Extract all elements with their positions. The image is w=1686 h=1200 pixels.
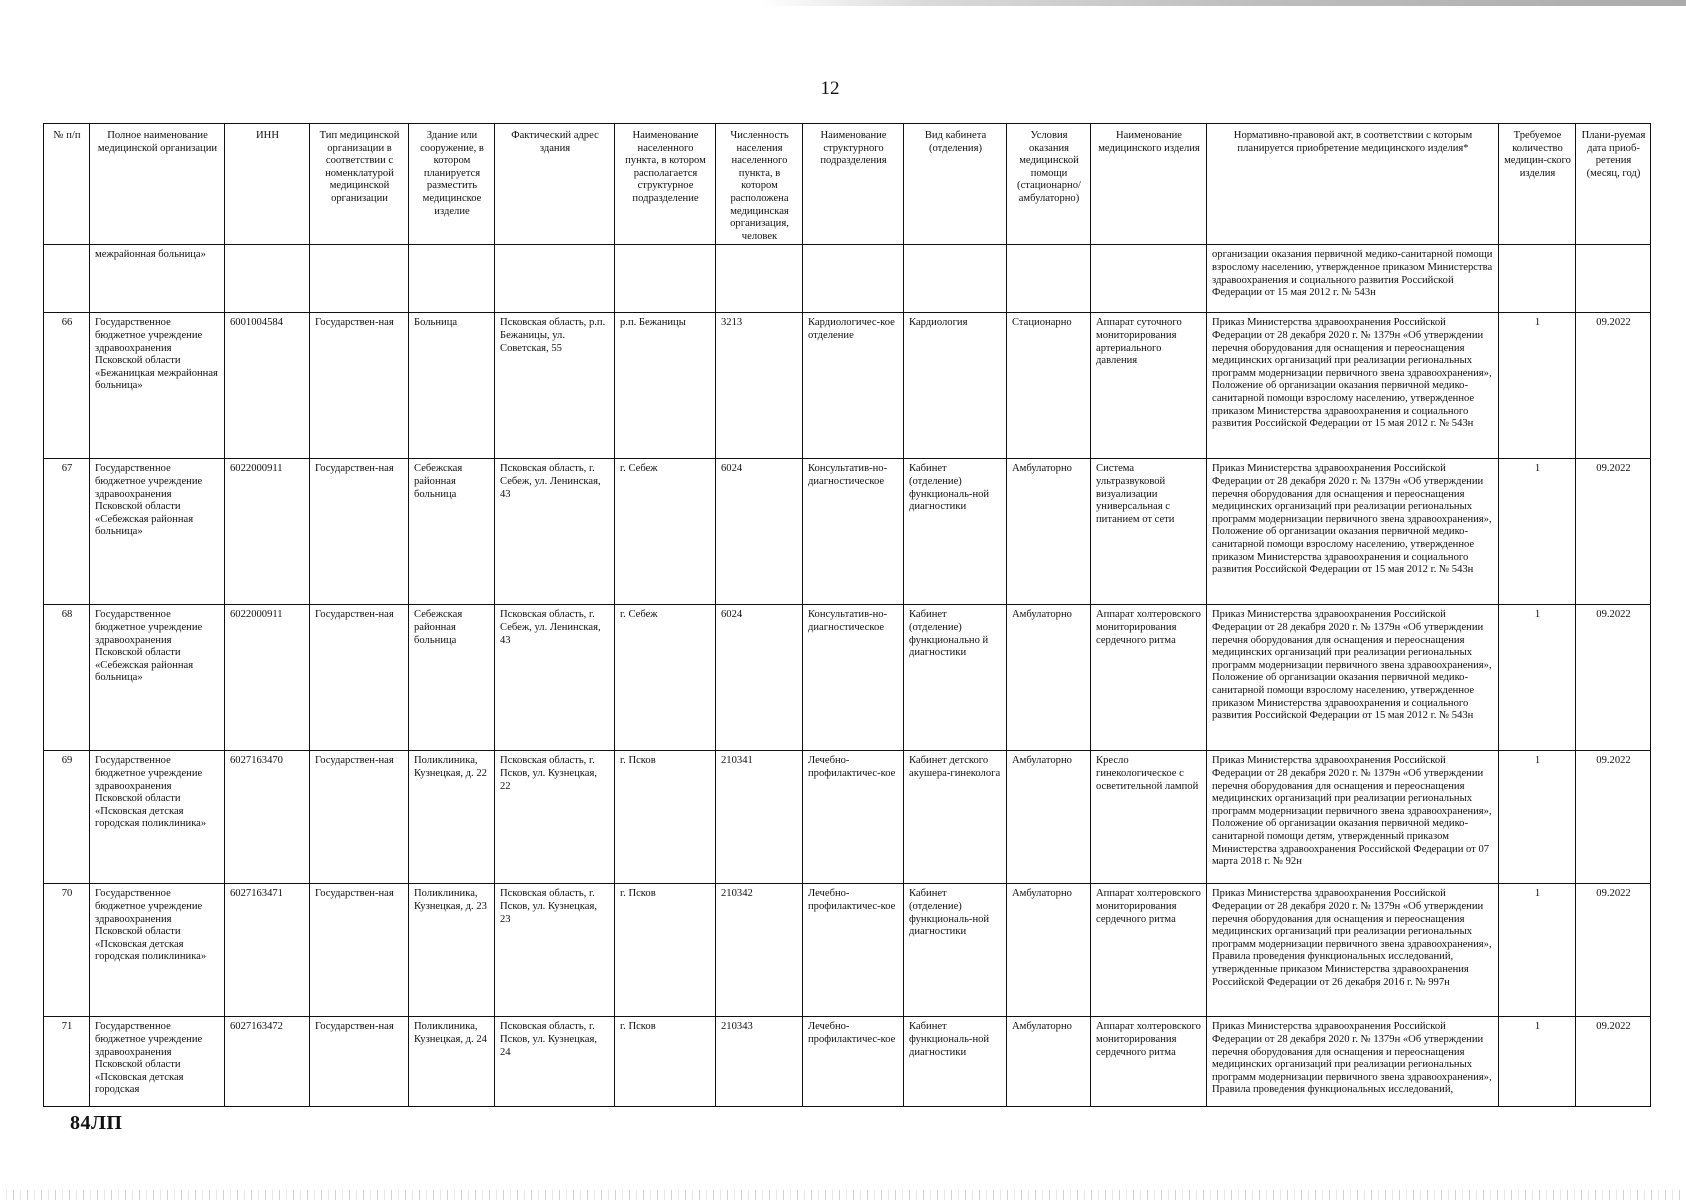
cell-qty: 1: [1499, 751, 1576, 884]
cell-org: Государственное бюджетное учреждение здравоохранения Псковской области «Бежаницкая межрайонная больница»: [90, 313, 225, 459]
table-row: [44, 313, 1651, 459]
cell-qty: 1: [1499, 605, 1576, 751]
cell-population: 210343: [716, 1017, 803, 1107]
cell-conditions: Амбулаторно: [1007, 459, 1091, 605]
cell-unit: Лечебно-профилактичес-кое: [803, 751, 904, 884]
cell-empty: [716, 245, 803, 313]
cell-date: 09.2022: [1576, 1017, 1651, 1107]
cell-type: Государствен-ная: [310, 884, 409, 1017]
header-cell: Тип медицинской организации в соответствии с номенклатурой медицинской организации: [310, 124, 409, 245]
header-cell: Плани-руемая дата приоб-ретения (месяц, год): [1576, 124, 1651, 245]
cell-address: Псковская область, г. Псков, ул. Кузнецкая, 24: [495, 1017, 615, 1107]
cell-building: Поликлиника, Кузнецкая, д. 23: [409, 884, 495, 1017]
cell-device: Кресло гинекологическое с осветительной лампой: [1091, 751, 1207, 884]
cell-unit: Лечебно-профилактичес-кое: [803, 1017, 904, 1107]
cell-building: Поликлиника, Кузнецкая, д. 22: [409, 751, 495, 884]
cell-address: Псковская область, г. Псков, ул. Кузнецкая, 22: [495, 751, 615, 884]
cell-building: Себежская районная больница: [409, 605, 495, 751]
cell-inn: 6027163470: [225, 751, 310, 884]
cell-act: Приказ Министерства здравоохранения Российской Федерации от 28 декабря 2020 г. № 1379н «Об утверждении перечня оборудования для оснащения и переоснащения медицинских организаций при реализации региональных программ модернизации первичного звена здравоохранения», Положение об организации оказания первичной медико-санитарной помощи взрослому населению, утвержденное приказом Министерства здравоохранения и социального развития Российской Федерации от 15 мая 2012 г. № 543н: [1207, 459, 1499, 605]
cell-num: 71: [44, 1017, 90, 1107]
cell-num: 68: [44, 605, 90, 751]
header-cell: Численность населения населенного пункта, в котором расположена медицинская организация, человек: [716, 124, 803, 245]
cell-org: межрайонная больница»: [90, 245, 225, 313]
cell-act: организации оказания первичной медико-санитарной помощи взрослому населению, утвержденное приказом Министерства здравоохранения и социального развития Российской Федерации от 15 мая 2012 г. № 543н: [1207, 245, 1499, 313]
header-cell: ИНН: [225, 124, 310, 245]
cell-population: 3213: [716, 313, 803, 459]
cell-building: Больница: [409, 313, 495, 459]
footer-document-code: 84ЛП: [70, 1112, 123, 1134]
cell-device: Система ультразвуковой визуализации универсальная с питанием от сети: [1091, 459, 1207, 605]
scan-edge-bottom: [0, 1190, 1686, 1200]
cell-num: 69: [44, 751, 90, 884]
cell-num: 67: [44, 459, 90, 605]
cell-num: [44, 245, 90, 313]
cell-act: Приказ Министерства здравоохранения Российской Федерации от 28 декабря 2020 г. № 1379н «Об утверждении перечня оборудования для оснащения и переоснащения медицинских организаций при реализации региональных программ модернизации первичного звена здравоохранения», Положение об организации оказания первичной медико-санитарной помощи взрослому населению, утвержденное приказом Министерства здравоохранения и социального развития Российской Федерации от 15 мая 2012 г. № 543н: [1207, 313, 1499, 459]
equipment-table: [43, 123, 1651, 1107]
header-cell: Наименование медицинского изделия: [1091, 124, 1207, 245]
header-cell: Здание или сооружение, в котором планируется разместить медицинское изделие: [409, 124, 495, 245]
cell-cabinet: Кабинет (отделение) функциональ-ной диагностики: [904, 884, 1007, 1017]
cell-type: Государствен-ная: [310, 605, 409, 751]
cell-act: Приказ Министерства здравоохранения Российской Федерации от 28 декабря 2020 г. № 1379н «Об утверждении перечня оборудования для оснащения и переоснащения медицинских организаций при реализации региональных программ модернизации первичного звена здравоохранения», Положение об организации оказания первичной медико-санитарной помощи взрослому населению, утвержденное приказом Министерства здравоохранения и социального развития Российской Федерации от 15 мая 2012 г. № 543н: [1207, 605, 1499, 751]
cell-type: Государствен-ная: [310, 313, 409, 459]
cell-date: 09.2022: [1576, 751, 1651, 884]
cell-address: Псковская область, г. Себеж, ул. Ленинская, 43: [495, 459, 615, 605]
cell-building: Поликлиника, Кузнецкая, д. 24: [409, 1017, 495, 1107]
table-row: [44, 884, 1651, 1017]
cell-cabinet: Кабинет функциональ-ной диагностики: [904, 1017, 1007, 1107]
cell-act: Приказ Министерства здравоохранения Российской Федерации от 28 декабря 2020 г. № 1379н «Об утверждении перечня оборудования для оснащения и переоснащения медицинских организаций при реализации региональных программ модернизации первичного звена здравоохранения», Положение об организации оказания первичной медико-санитарной помощи детям, утвержденный приказом Министерства здравоохранения Российской Федерации от 07 марта 2018 г. № 92н: [1207, 751, 1499, 884]
cell-conditions: Амбулаторно: [1007, 884, 1091, 1017]
header-cell: № п/п: [44, 124, 90, 245]
cell-locality: р.п. Бежаницы: [615, 313, 716, 459]
cell-locality: г. Себеж: [615, 459, 716, 605]
cell-building: Себежская районная больница: [409, 459, 495, 605]
table-row: [44, 1017, 1651, 1107]
cell-unit: Кардиологичес-кое отделение: [803, 313, 904, 459]
cell-cabinet: Кардиология: [904, 313, 1007, 459]
cell-locality: г. Себеж: [615, 605, 716, 751]
cell-org: Государственное бюджетное учреждение здравоохранения Псковской области «Себежская районная больница»: [90, 459, 225, 605]
table-row: [44, 459, 1651, 605]
cell-type: Государствен-ная: [310, 459, 409, 605]
cell-qty: 1: [1499, 459, 1576, 605]
cell-act: Приказ Министерства здравоохранения Российской Федерации от 28 декабря 2020 г. № 1379н «Об утверждении перечня оборудования для оснащения и переоснащения медицинских организаций при реализации региональных программ модернизации первичного звена здравоохранения», Правила проведения функциональных исследований, утвержденные приказом Министерства здравоохранения Российской Федерации от 26 декабря 2016 г. № 997н: [1207, 884, 1499, 1017]
cell-address: Псковская область, г. Себеж, ул. Ленинская, 43: [495, 605, 615, 751]
cell-address: Псковская область, р.п. Бежаницы, ул. Советская, 55: [495, 313, 615, 459]
cell-cabinet: Кабинет детского акушера-гинеколога: [904, 751, 1007, 884]
cell-empty: [1499, 245, 1576, 313]
header-cell: Полное наименование медицинской организации: [90, 124, 225, 245]
cell-cabinet: Кабинет (отделение) функционально й диагностики: [904, 605, 1007, 751]
cell-population: 6024: [716, 605, 803, 751]
cell-inn: 6022000911: [225, 605, 310, 751]
cell-conditions: Амбулаторно: [1007, 605, 1091, 751]
cell-empty: [495, 245, 615, 313]
cell-empty: [409, 245, 495, 313]
cell-type: Государствен-ная: [310, 1017, 409, 1107]
cell-org: Государственное бюджетное учреждение здравоохранения Псковской области «Себежская районная больница»: [90, 605, 225, 751]
cell-date: 09.2022: [1576, 605, 1651, 751]
cell-device: Аппарат холтеровского мониторирования сердечного ритма: [1091, 605, 1207, 751]
header-cell: Наименование структурного подразделения: [803, 124, 904, 245]
cell-empty: [1091, 245, 1207, 313]
cell-qty: 1: [1499, 313, 1576, 459]
cell-empty: [904, 245, 1007, 313]
cell-empty: [225, 245, 310, 313]
cell-unit: Консультатив-но-диагностическое: [803, 459, 904, 605]
cell-qty: 1: [1499, 1017, 1576, 1107]
cell-conditions: Амбулаторно: [1007, 751, 1091, 884]
table-row: [44, 605, 1651, 751]
cell-locality: г. Псков: [615, 1017, 716, 1107]
header-cell: Фактический адрес здания: [495, 124, 615, 245]
cell-empty: [1576, 245, 1651, 313]
table-row-continuation: [44, 245, 1651, 313]
table-row: [44, 751, 1651, 884]
cell-locality: г. Псков: [615, 884, 716, 1017]
header-cell: Условия оказания медицинской помощи (стационарно/ амбулаторно): [1007, 124, 1091, 245]
cell-empty: [1007, 245, 1091, 313]
cell-address: Псковская область, г. Псков, ул. Кузнецкая, 23: [495, 884, 615, 1017]
header-cell: Требуемое количество медицин-ского изделия: [1499, 124, 1576, 245]
header-cell: Наименование населенного пункта, в котором располагается структурное подразделение: [615, 124, 716, 245]
cell-num: 70: [44, 884, 90, 1017]
cell-population: 6024: [716, 459, 803, 605]
cell-qty: 1: [1499, 884, 1576, 1017]
cell-empty: [615, 245, 716, 313]
header-cell: Вид кабинета (отделения): [904, 124, 1007, 245]
cell-locality: г. Псков: [615, 751, 716, 884]
cell-conditions: Стационарно: [1007, 313, 1091, 459]
table-header-row: [44, 124, 1651, 245]
cell-inn: 6027163471: [225, 884, 310, 1017]
page-number: 12: [820, 78, 840, 99]
cell-inn: 6001004584: [225, 313, 310, 459]
equipment-table-container: [43, 123, 1650, 1101]
cell-type: Государствен-ная: [310, 751, 409, 884]
cell-device: Аппарат холтеровского мониторирования сердечного ритма: [1091, 884, 1207, 1017]
cell-org: Государственное бюджетное учреждение здравоохранения Псковской области «Псковская детская городская: [90, 1017, 225, 1107]
cell-act: Приказ Министерства здравоохранения Российской Федерации от 28 декабря 2020 г. № 1379н «Об утверждении перечня оборудования для оснащения и переоснащения медицинских организаций при реализации региональных программ модернизации первичного звена здравоохранения», Правила проведения функциональных исследований,: [1207, 1017, 1499, 1107]
scan-edge-top: [0, 0, 1686, 6]
cell-org: Государственное бюджетное учреждение здравоохранения Псковской области «Псковская детская городская поликлиника»: [90, 751, 225, 884]
cell-inn: 6022000911: [225, 459, 310, 605]
cell-empty: [310, 245, 409, 313]
cell-org: Государственное бюджетное учреждение здравоохранения Псковской области «Псковская детская городская поликлиника»: [90, 884, 225, 1017]
cell-population: 210341: [716, 751, 803, 884]
cell-unit: Консультатив-но-диагностическое: [803, 605, 904, 751]
cell-num: 66: [44, 313, 90, 459]
cell-inn: 6027163472: [225, 1017, 310, 1107]
cell-cabinet: Кабинет (отделение) функциональ-ной диагностики: [904, 459, 1007, 605]
cell-unit: Лечебно-профилактичес-кое: [803, 884, 904, 1017]
cell-population: 210342: [716, 884, 803, 1017]
cell-conditions: Амбулаторно: [1007, 1017, 1091, 1107]
cell-empty: [803, 245, 904, 313]
header-cell: Нормативно-правовой акт, в соответствии с которым планируется приобретение медицинского изделия*: [1207, 124, 1499, 245]
cell-device: Аппарат суточного мониторирования артериального давления: [1091, 313, 1207, 459]
cell-date: 09.2022: [1576, 313, 1651, 459]
cell-date: 09.2022: [1576, 459, 1651, 605]
cell-device: Аппарат холтеровского мониторирования сердечного ритма: [1091, 1017, 1207, 1107]
cell-date: 09.2022: [1576, 884, 1651, 1017]
